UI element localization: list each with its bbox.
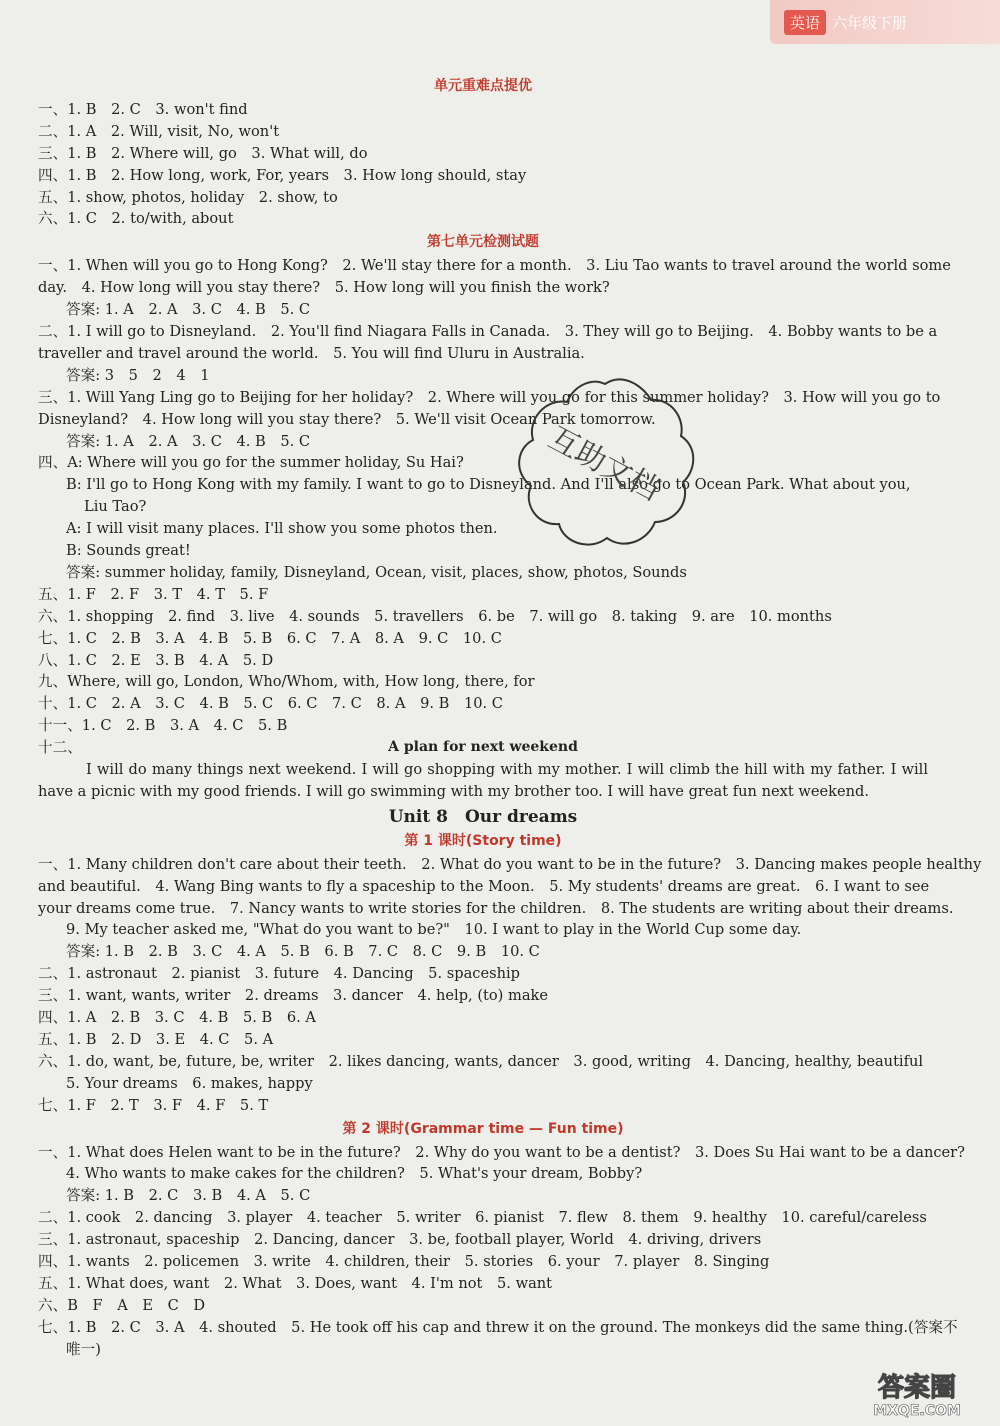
answer-key-line: 答案: 3 5 2 4 1 [66, 366, 210, 384]
answer-line: 一、1. Many children don't care about their teeth. 2. What do you want to be in the future? 3. Dancing makes people healthy [38, 855, 982, 873]
unit-title: Unit 8 Our dreams [388, 806, 578, 827]
answer-line: 二、1. cook 2. dancing 3. player 4. teacher 5. writer 6. pianist 7. flew 8. them 9. healthy 10. careful/careless [38, 1209, 927, 1227]
answer-line: 六、1. C 2. to/with, about [38, 210, 234, 228]
answer-line: 9. My teacher asked me, "What do you want to be?" 10. I want to play in the World Cup some day. [66, 921, 802, 939]
answer-line: Liu Tao? [84, 498, 147, 516]
answer-line: 三、1. Will Yang Ling go to Beijing for her holiday? 2. Where will you go for this summer holiday? 3. How will you go to [38, 388, 941, 406]
answer-key-line: 答案: 1. B 2. B 3. C 4. A 5. B 6. B 7. C 8. C 9. B 10. C [66, 943, 540, 961]
answer-line: 四、1. wants 2. policemen 3. write 4. children, their 5. stories 6. your 7. player 8. Singing [38, 1253, 770, 1271]
answer-line: 一、1. When will you go to Hong Kong? 2. We'll stay there for a month. 3. Liu Tao wants to travel around the world some [38, 257, 951, 275]
answer-line: Disneyland? 4. How long will you stay there? 5. We'll visit Ocean Park tomorrow. [38, 410, 656, 428]
answer-line: B: Sounds great! [66, 542, 191, 560]
section-lesson2 [38, 1142, 965, 1361]
answer-line: 十一、1. C 2. B 3. A 4. C 5. B [38, 717, 288, 735]
answer-line: 三、1. want, wants, writer 2. dreams 3. dancer 4. help, (to) make [38, 987, 549, 1005]
answer-line: B: I'll go to Hong Kong with my family. I want to go to Disneyland. And I'll also go to Ocean Park. What about you, [66, 476, 911, 494]
answer-line: 七、1. F 2. T 3. F 4. F 5. T [38, 1096, 269, 1114]
answer-line: 三、1. B 2. Where will, go 3. What will, do [38, 144, 368, 162]
answer-line: 六、1. shopping 2. find 3. live 4. sounds 5. travellers 6. be 7. will go 8. taking 9. are 10. months [38, 607, 832, 625]
answer-key-line: 答案: 1. A 2. A 3. C 4. B 5. C [66, 432, 311, 450]
subject-grade-tag [770, 0, 1000, 44]
answer-line: 七、1. C 2. B 3. A 4. B 5. B 6. C 7. A 8. A 9. C 10. C [38, 629, 502, 647]
answer-line: 五、1. show, photos, holiday 2. show, to [38, 188, 338, 206]
answer-line: 六、1. do, want, be, future, be, writer 2. likes dancing, wants, dancer 3. good, writing 4. Dancing, healthy, beautiful [38, 1052, 924, 1070]
answer-line: day. 4. How long will you stay there? 5. How long will you finish the work? [38, 279, 610, 297]
subject-label: 英语 [784, 10, 826, 35]
answer-line: 六、B F A E C D [38, 1296, 206, 1314]
section-title-lesson1: 第 1 课时(Story time) [404, 832, 562, 849]
answer-line: 4. Who wants to make cakes for the children? 5. What's your dream, Bobby? [66, 1165, 643, 1183]
corner-logo [842, 1364, 992, 1420]
answer-line: 唯一) [66, 1340, 101, 1358]
answer-line: traveller and travel around the world. 5. You will find Uluru in Australia. [38, 344, 585, 362]
answer-line: 四、A: Where will you go for the summer holiday, Su Hai? [38, 454, 464, 472]
answer-line: 十二、 [38, 739, 82, 757]
answer-line: 七、1. B 2. C 3. A 4. shouted 5. He took off his cap and threw it on the ground. The monkeys did the same thing.(答案不 [38, 1318, 958, 1336]
section-title-lesson2: 第 2 课时(Grammar time — Fun time) [342, 1120, 624, 1137]
answer-line: and beautiful. 4. Wang Bing wants to fly a spaceship to the Moon. 5. My students' dreams are great. 6. I want to see [38, 877, 930, 895]
answer-line: 一、1. B 2. C 3. won't find [38, 100, 248, 118]
grade-label: 六年级下册 [832, 13, 908, 32]
answer-key-line: 答案: 1. A 2. A 3. C 4. B 5. C [66, 301, 311, 319]
essay-title: A plan for next weekend [388, 739, 578, 756]
answer-line: 五、1. What does, want 2. What 3. Does, want 4. I'm not 5. want [38, 1274, 553, 1292]
answer-line: 四、1. B 2. How long, work, For, years 3. How long should, stay [38, 166, 527, 184]
answer-page [38, 74, 982, 1361]
answer-line: A: I will visit many places. I'll show you some photos then. [66, 520, 498, 538]
section-lesson1 [38, 854, 982, 1117]
answer-key-line: 答案: summer holiday, family, Disneyland, Ocean, visit, places, show, photos, Sounds [66, 563, 687, 581]
answer-line: 二、1. astronaut 2. pianist 3. future 4. Dancing 5. spaceship [38, 965, 520, 983]
answer-line: 三、1. astronaut, spaceship 2. Dancing, dancer 3. be, football player, World 4. driving, drivers [38, 1231, 762, 1249]
section-title-unit7-test: 第七单元检测试题 [427, 234, 539, 251]
section-unit-review [38, 99, 928, 230]
answer-line: 十、1. C 2. A 3. C 4. B 5. C 6. C 7. C 8. A 9. B 10. C [38, 695, 503, 713]
stamp-text: 互助文档 [542, 420, 666, 508]
answer-line: 二、1. I will go to Disneyland. 2. You'll find Niagara Falls in Canada. 3. They will go to Beijing. 4. Bobby wants to be a [38, 322, 938, 340]
answer-line: 二、1. A 2. Will, visit, No, won't [38, 122, 280, 140]
section-unit7-test [38, 255, 951, 803]
answer-line: 五、1. F 2. F 3. T 4. T 5. F [38, 585, 269, 603]
answer-line: 五、1. B 2. D 3. E 4. C 5. A [38, 1030, 274, 1048]
answer-line: 一、1. What does Helen want to be in the future? 2. Why do you want to be a dentist? 3. Does Su Hai want to be a dancer? [38, 1143, 965, 1161]
section-title-unit-review: 单元重难点提优 [434, 78, 532, 94]
answer-key-line: 答案: 1. B 2. C 3. B 4. A 5. C [66, 1187, 311, 1205]
answer-line: 四、1. A 2. B 3. C 4. B 5. B 6. A [38, 1009, 316, 1027]
essay-text: I will do many things next weekend. I will go shopping with my mother. I will climb the hill with my father. I will have a picnic with my good friends. I will go swimming with my brother too. I will have great fun next weekend. [38, 761, 928, 800]
corner-logo-text: 答案圈 [877, 1373, 957, 1403]
corner-logo-url: MXQE.COM [873, 1403, 961, 1419]
answer-line: 九、Where, will go, London, Who/Whom, with, How long, there, for [38, 673, 535, 691]
answer-line: 5. Your dreams 6. makes, happy [66, 1074, 313, 1092]
watermark-stamp [505, 362, 705, 562]
answer-line: your dreams come true. 7. Nancy wants to write stories for the children. 8. The students are writing about their dreams. [38, 899, 954, 917]
answer-line: 八、1. C 2. E 3. B 4. A 5. D [38, 651, 274, 669]
